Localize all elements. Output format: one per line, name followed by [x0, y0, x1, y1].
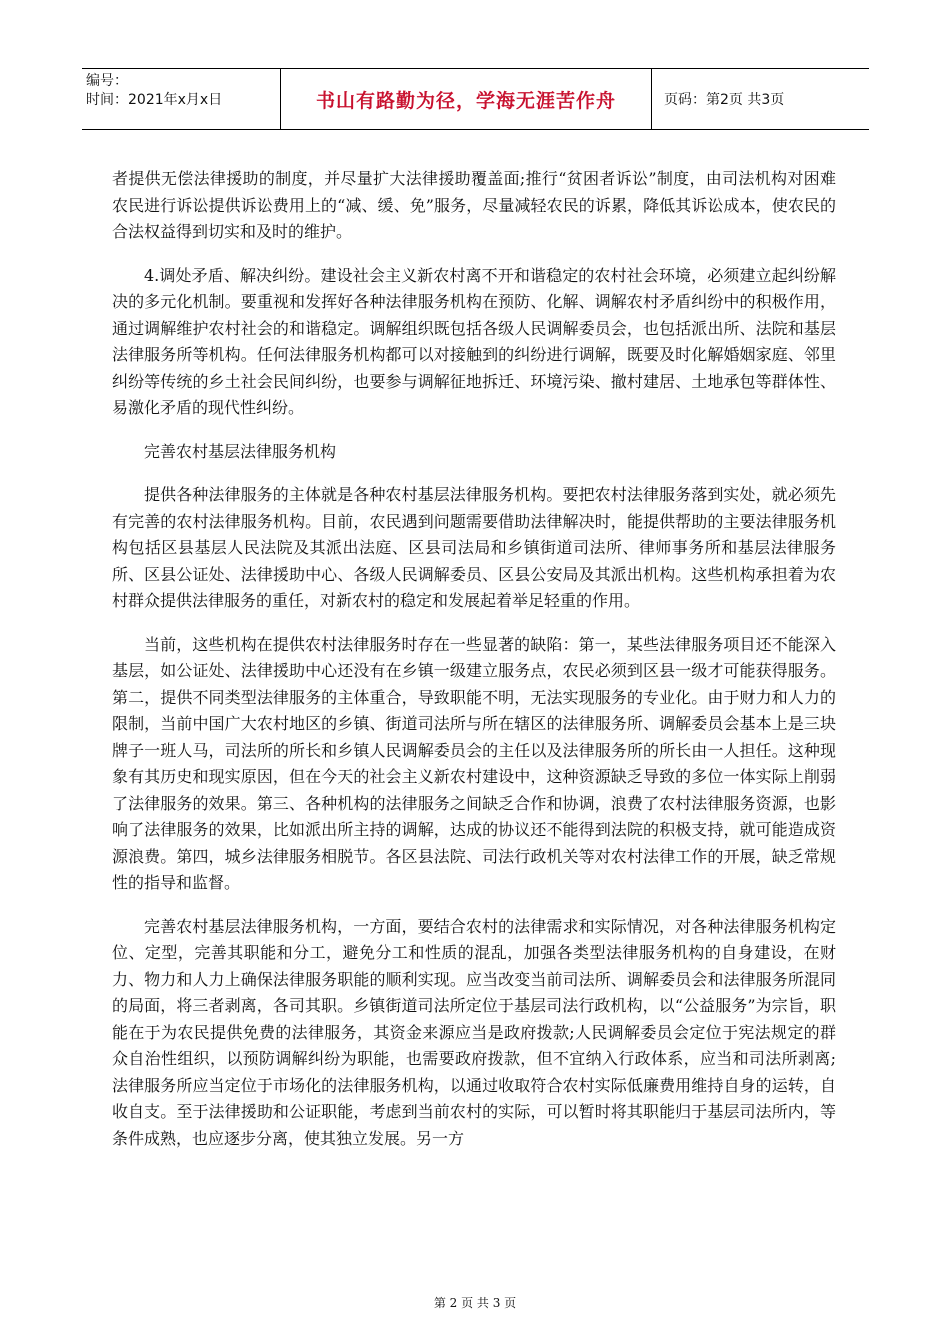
document-date: 时间：2021年x月x日	[86, 92, 223, 108]
paragraph: 提供各种法律服务的主体就是各种农村基层法律服务机构。要把农村法律服务落到实处，就必须先有完善的农村法律服务机构。目前，农民遇到问题需要借助法律解决时，能提供帮助的主要法律服务机构包括区县基层人民法院及其派出法庭、区县司法局和乡镇街道司法所、律师事务所和基层法律服务所、区县公证处、法律援助中心、各级人民调解委员、区县公安局及其派出机构。这些机构承担着为农村群众提供法律服务的重任，对新农村的稳定和发展起着举足轻重的作用。	[112, 485, 836, 610]
page-header	[82, 68, 869, 130]
paragraph: 当前，这些机构在提供农村法律服务时存在一些显著的缺陷：第一，某些法律服务项目还不能深入基层，如公证处、法律援助中心还没有在乡镇一级建立服务点，农民必须到区县一级才可能获得服务。第二，提供不同类型法律服务的主体重合，导致职能不明，无法实现服务的专业化。由于财力和人力的限制，当前中国广大农村地区的乡镇、街道司法所与所在辖区的法律服务所、调解委员会基本上是三块牌子一班人马，司法所的所长和乡镇人民调解委员会的主任以及法律服务所的所长由一人担任。这种现象有其历史和现实原因，但在今天的社会主义新农村建设中，这种资源缺乏导致的多位一体实际上削弱了法律服务的效果。第三、各种机构的法律服务之间缺乏合作和协调，浪费了农村法律服务资源，也影响了法律服务的效果，比如派出所主持的调解，达成的协议还不能得到法院的积极支持，就可能造成资源浪费。第四，城乡法律服务相脱节。各区县法院、司法行政机关等对农村法律工作的开展，缺乏常规性的指导和监督。	[112, 634, 836, 892]
header-meta	[82, 69, 281, 129]
page-footer: 第 2 页 共 3 页	[433, 1296, 517, 1310]
document-number: 编号：	[86, 73, 128, 89]
paragraph: 4.调处矛盾、解决纠纷。建设社会主义新农村离不开和谐稳定的农村社会环境，必须建立起纠纷解决的多元化机制。要重视和发挥好各种法律服务机构在预防、化解、调解农村矛盾纠纷中的积极作用，通过调解维护农村社会的和谐稳定。调解组织既包括各级人民调解委员会，也包括派出所、法院和基层法律服务所等机构。任何法律服务机构都可以对接触到的纠纷进行调解，既要及时化解婚姻家庭、邻里纠纷等传统的乡土社会民间纠纷，也要参与调解征地拆迁、环境污染、撤村建居、土地承包等群体性、易激化矛盾的现代性纠纷。	[112, 265, 836, 417]
paragraph: 者提供无偿法律援助的制度，并尽量扩大法律援助覆盖面;推行“贫困者诉讼”制度，由司法机构对困难农民进行诉讼提供诉讼费用上的“减、缓、免”服务，尽量减轻农民的诉累，降低其诉讼成本，使农民的合法权益得到切实和及时的维护。	[112, 169, 836, 241]
section-heading: 完善农村基层法律服务机构	[144, 441, 337, 461]
header-motto: 书山有路勤为径，学海无涯苦作舟	[315, 89, 616, 112]
document-body	[112, 166, 836, 1169]
header-page-cell	[652, 69, 869, 129]
paragraph: 完善农村基层法律服务机构，一方面，要结合农村的法律需求和实际情况，对各种法律服务机构定位、定型，完善其职能和分工，避免分工和性质的混乱，加强各类型法律服务机构的自身建设，在财力、物力和人力上确保法律服务职能的顺利实现。应当改变当前司法所、调解委员会和法律服务所混同的局面，将三者剥离，各司其职。乡镇街道司法所定位于基层司法行政机构，以“公益服务”为宗旨，职能在于为农民提供免费的法律服务，其资金来源应当是政府拨款;人民调解委员会定位于宪法规定的群众自治性组织，以预防调解纠纷为职能，也需要政府拨款，但不宜纳入行政体系，应当和司法所剥离;法律服务所应当定位于市场化的法律服务机构，以通过收取符合农村实际低廉费用维持自身的运转，自收自支。至于法律援助和公证职能，考虑到当前农村的实际，可以暂时将其职能归于基层司法所内，等条件成熟，也应逐步分离，使其独立发展。另一方	[112, 916, 836, 1148]
header-motto-cell	[281, 69, 652, 129]
header-page-number: 页码：第2页 共3页	[664, 92, 785, 108]
